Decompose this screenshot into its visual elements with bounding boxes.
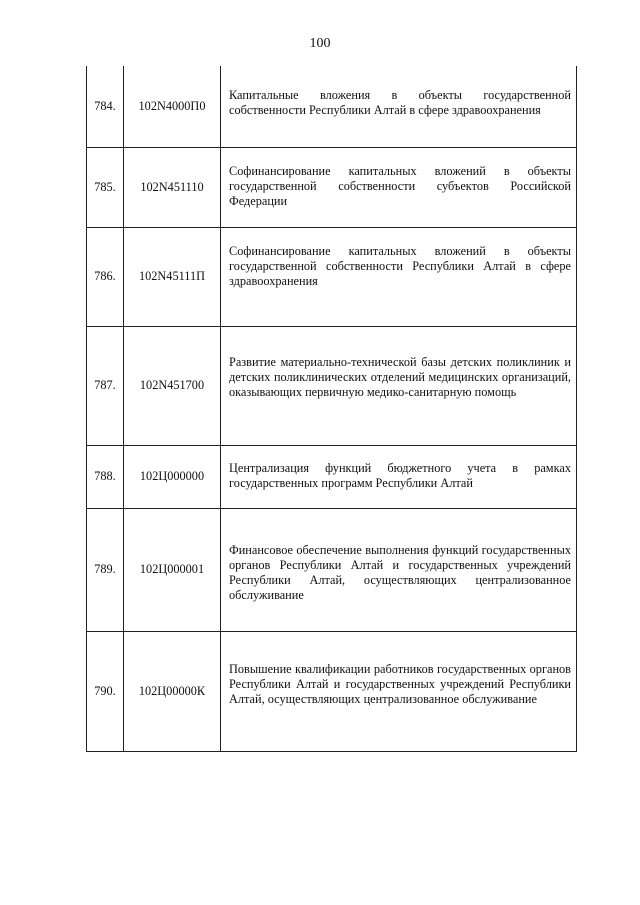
- row-description: Софинансирование капитальных вложений в объекты государственной собственности Республики Алтай в сфере здравоохранения: [221, 227, 577, 326]
- row-description: Софинансирование капитальных вложений в объекты государственной собственности субъектов Российской Федерации: [221, 147, 577, 227]
- table-row: [87, 326, 577, 445]
- budget-code: 102Ц00000К: [124, 631, 221, 751]
- row-description: Повышение квалификации работников государственных органов Республики Алтай и государственных учреждений Республики Алтай, осуществляющих централизованное обслуживание: [221, 631, 577, 751]
- table-row: [87, 508, 577, 631]
- budget-code: 102Ц000000: [124, 445, 221, 508]
- budget-code: 102N451110: [124, 147, 221, 227]
- table-row: [87, 66, 577, 147]
- row-number: 787.: [87, 326, 124, 445]
- budget-code: 102Ц000001: [124, 508, 221, 631]
- row-number: 788.: [87, 445, 124, 508]
- table-row: [87, 445, 577, 508]
- row-number: 786.: [87, 227, 124, 326]
- page-number: 100: [309, 36, 331, 51]
- row-number: 784.: [87, 66, 124, 147]
- budget-code-table: [86, 66, 577, 752]
- row-description: Капитальные вложения в объекты государственной собственности Республики Алтай в сфере здравоохранения: [221, 66, 577, 147]
- row-number: 790.: [87, 631, 124, 751]
- row-number: 785.: [87, 147, 124, 227]
- row-description: Развитие материально-технической базы детских поликлиник и детских поликлинических отделений медицинских организаций, оказывающих первичную медико-санитарную помощь: [221, 326, 577, 445]
- budget-code: 102N451700: [124, 326, 221, 445]
- table-row: [87, 227, 577, 326]
- table-row: [87, 147, 577, 227]
- row-description: Финансовое обеспечение выполнения функций государственных органов Республики Алтай и государственных учреждений Республики Алтай, осуществляющих централизованное обслуживание: [221, 508, 577, 631]
- budget-code: 102N45111П: [124, 227, 221, 326]
- budget-code: 102N4000П0: [124, 66, 221, 147]
- row-number: 789.: [87, 508, 124, 631]
- table-row: [87, 631, 577, 751]
- row-description: Централизация функций бюджетного учета в рамках государственных программ Республики Алтай: [221, 445, 577, 508]
